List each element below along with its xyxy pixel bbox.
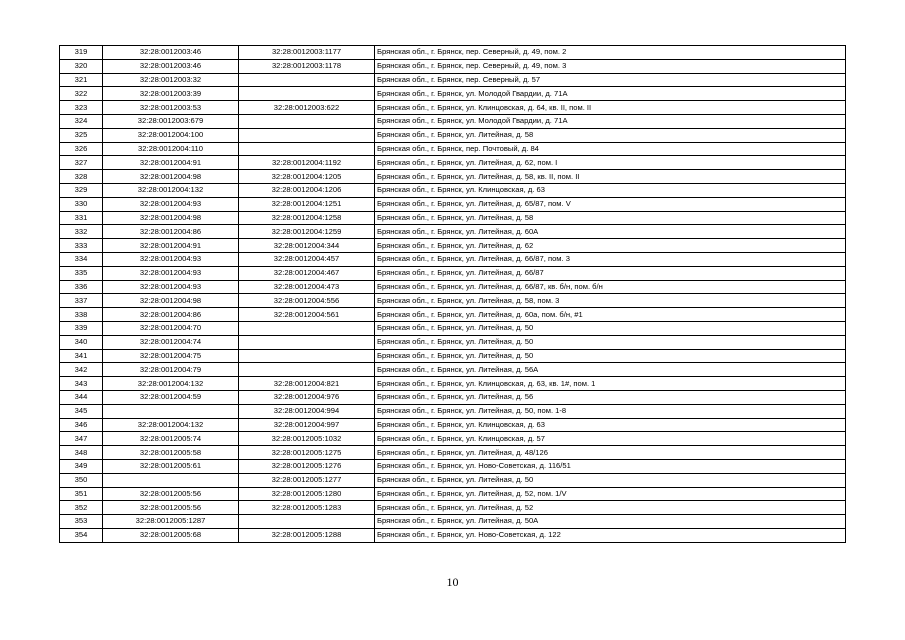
land-cadastral-number-cell: 32:28:0012005:56 bbox=[103, 501, 239, 515]
land-cadastral-number-cell: 32:28:0012005:58 bbox=[103, 446, 239, 460]
table-row bbox=[60, 266, 846, 280]
object-cadastral-number-cell: 32:28:0012004:994 bbox=[239, 404, 375, 418]
row-number-cell: 325 bbox=[60, 128, 103, 142]
object-cadastral-number-cell: 32:28:0012004:457 bbox=[239, 252, 375, 266]
address-cell: Брянская обл., г. Брянск, ул. Ново-Советская, д. 116/51 bbox=[375, 459, 846, 473]
address-cell: Брянская обл., г. Брянск, ул. Литейная, д. 58 bbox=[375, 128, 846, 142]
table-row bbox=[60, 197, 846, 211]
table-row bbox=[60, 321, 846, 335]
table-row bbox=[60, 252, 846, 266]
table-row bbox=[60, 101, 846, 115]
table-row bbox=[60, 73, 846, 87]
table-row bbox=[60, 211, 846, 225]
object-cadastral-number-cell: 32:28:0012004:344 bbox=[239, 239, 375, 253]
object-cadastral-number-cell bbox=[239, 349, 375, 363]
land-cadastral-number-cell: 32:28:0012003:32 bbox=[103, 73, 239, 87]
address-cell: Брянская обл., г. Брянск, ул. Литейная, д. 60А bbox=[375, 225, 846, 239]
land-cadastral-number-cell: 32:28:0012003:679 bbox=[103, 114, 239, 128]
table-row bbox=[60, 432, 846, 446]
row-number-cell: 338 bbox=[60, 308, 103, 322]
table-row bbox=[60, 46, 846, 60]
row-number-cell: 328 bbox=[60, 170, 103, 184]
table-row bbox=[60, 142, 846, 156]
object-cadastral-number-cell: 32:28:0012004:976 bbox=[239, 390, 375, 404]
object-cadastral-number-cell: 32:28:0012003:1178 bbox=[239, 59, 375, 73]
table-row bbox=[60, 349, 846, 363]
address-cell: Брянская обл., г. Брянск, ул. Клинцовская, д. 63 bbox=[375, 183, 846, 197]
object-cadastral-number-cell bbox=[239, 142, 375, 156]
table-row bbox=[60, 308, 846, 322]
row-number-cell: 343 bbox=[60, 377, 103, 391]
land-cadastral-number-cell: 32:28:0012004:74 bbox=[103, 335, 239, 349]
address-cell: Брянская обл., г. Брянск, ул. Литейная, д. 60а, пом. б/н, #1 bbox=[375, 308, 846, 322]
object-cadastral-number-cell: 32:28:0012005:1288 bbox=[239, 528, 375, 542]
address-cell: Брянская обл., г. Брянск, ул. Литейная, д. 50 bbox=[375, 473, 846, 487]
object-cadastral-number-cell: 32:28:0012005:1280 bbox=[239, 487, 375, 501]
row-number-cell: 348 bbox=[60, 446, 103, 460]
row-number-cell: 320 bbox=[60, 59, 103, 73]
address-cell: Брянская обл., г. Брянск, ул. Литейная, д. 58, пом. 3 bbox=[375, 294, 846, 308]
object-cadastral-number-cell: 32:28:0012003:622 bbox=[239, 101, 375, 115]
address-cell: Брянская обл., г. Брянск, ул. Клинцовская, д. 63 bbox=[375, 418, 846, 432]
row-number-cell: 327 bbox=[60, 156, 103, 170]
table-row bbox=[60, 183, 846, 197]
row-number-cell: 340 bbox=[60, 335, 103, 349]
row-number-cell: 336 bbox=[60, 280, 103, 294]
row-number-cell: 342 bbox=[60, 363, 103, 377]
table-row bbox=[60, 128, 846, 142]
object-cadastral-number-cell: 32:28:0012004:1258 bbox=[239, 211, 375, 225]
address-cell: Брянская обл., г. Брянск, ул. Литейная, д. 50 bbox=[375, 335, 846, 349]
row-number-cell: 345 bbox=[60, 404, 103, 418]
land-cadastral-number-cell: 32:28:0012005:74 bbox=[103, 432, 239, 446]
row-number-cell: 334 bbox=[60, 252, 103, 266]
row-number-cell: 322 bbox=[60, 87, 103, 101]
address-cell: Брянская обл., г. Брянск, ул. Литейная, д. 58, кв. II, пом. II bbox=[375, 170, 846, 184]
land-cadastral-number-cell: 32:28:0012005:61 bbox=[103, 459, 239, 473]
object-cadastral-number-cell: 32:28:0012004:821 bbox=[239, 377, 375, 391]
object-cadastral-number-cell: 32:28:0012004:473 bbox=[239, 280, 375, 294]
table-body bbox=[60, 46, 846, 543]
row-number-cell: 353 bbox=[60, 515, 103, 529]
address-cell: Брянская обл., г. Брянск, пер. Северный, д. 49, пом. 3 bbox=[375, 59, 846, 73]
page-number: 10 bbox=[446, 575, 459, 589]
address-cell: Брянская обл., г. Брянск, ул. Литейная, д. 66/87, кв. б/н, пом. б/н bbox=[375, 280, 846, 294]
object-cadastral-number-cell bbox=[239, 363, 375, 377]
address-cell: Брянская обл., г. Брянск, пер. Северный, д. 57 bbox=[375, 73, 846, 87]
object-cadastral-number-cell: 32:28:0012004:997 bbox=[239, 418, 375, 432]
row-number-cell: 332 bbox=[60, 225, 103, 239]
object-cadastral-number-cell: 32:28:0012004:1192 bbox=[239, 156, 375, 170]
land-cadastral-number-cell: 32:28:0012004:132 bbox=[103, 183, 239, 197]
table-row bbox=[60, 418, 846, 432]
address-cell: Брянская обл., г. Брянск, ул. Литейная, д. 50 bbox=[375, 349, 846, 363]
land-cadastral-number-cell: 32:28:0012005:68 bbox=[103, 528, 239, 542]
address-cell: Брянская обл., г. Брянск, ул. Литейная, д. 62 bbox=[375, 239, 846, 253]
land-cadastral-number-cell bbox=[103, 473, 239, 487]
land-cadastral-number-cell: 32:28:0012004:93 bbox=[103, 197, 239, 211]
land-cadastral-number-cell: 32:28:0012003:53 bbox=[103, 101, 239, 115]
row-number-cell: 329 bbox=[60, 183, 103, 197]
object-cadastral-number-cell bbox=[239, 73, 375, 87]
table-row bbox=[60, 404, 846, 418]
land-cadastral-number-cell: 32:28:0012004:110 bbox=[103, 142, 239, 156]
land-cadastral-number-cell: 32:28:0012004:75 bbox=[103, 349, 239, 363]
address-cell: Брянская обл., г. Брянск, ул. Литейная, д. 62, пом. I bbox=[375, 156, 846, 170]
address-cell: Брянская обл., г. Брянск, ул. Клинцовская, д. 64, кв. II, пом. II bbox=[375, 101, 846, 115]
row-number-cell: 319 bbox=[60, 46, 103, 60]
object-cadastral-number-cell: 32:28:0012004:1251 bbox=[239, 197, 375, 211]
object-cadastral-number-cell: 32:28:0012003:1177 bbox=[239, 46, 375, 60]
object-cadastral-number-cell: 32:28:0012005:1275 bbox=[239, 446, 375, 460]
land-cadastral-number-cell: 32:28:0012003:39 bbox=[103, 87, 239, 101]
object-cadastral-number-cell: 32:28:0012005:1032 bbox=[239, 432, 375, 446]
object-cadastral-number-cell: 32:28:0012004:1206 bbox=[239, 183, 375, 197]
address-cell: Брянская обл., г. Брянск, ул. Литейная, д. 52, пом. 1/V bbox=[375, 487, 846, 501]
table-row bbox=[60, 363, 846, 377]
object-cadastral-number-cell bbox=[239, 321, 375, 335]
land-cadastral-number-cell: 32:28:0012004:100 bbox=[103, 128, 239, 142]
address-cell: Брянская обл., г. Брянск, пер. Почтовый, д. 84 bbox=[375, 142, 846, 156]
address-cell: Брянская обл., г. Брянск, ул. Литейная, д. 52 bbox=[375, 501, 846, 515]
land-cadastral-number-cell: 32:28:0012004:91 bbox=[103, 156, 239, 170]
object-cadastral-number-cell: 32:28:0012004:561 bbox=[239, 308, 375, 322]
table-row bbox=[60, 280, 846, 294]
row-number-cell: 335 bbox=[60, 266, 103, 280]
table-row bbox=[60, 487, 846, 501]
row-number-cell: 341 bbox=[60, 349, 103, 363]
land-cadastral-number-cell: 32:28:0012004:59 bbox=[103, 390, 239, 404]
object-cadastral-number-cell: 32:28:0012005:1277 bbox=[239, 473, 375, 487]
object-cadastral-number-cell bbox=[239, 335, 375, 349]
object-cadastral-number-cell: 32:28:0012005:1276 bbox=[239, 459, 375, 473]
address-cell: Брянская обл., г. Брянск, ул. Литейная, д. 56А bbox=[375, 363, 846, 377]
row-number-cell: 331 bbox=[60, 211, 103, 225]
land-cadastral-number-cell: 32:28:0012004:79 bbox=[103, 363, 239, 377]
row-number-cell: 326 bbox=[60, 142, 103, 156]
table-row bbox=[60, 294, 846, 308]
table-row bbox=[60, 528, 846, 542]
address-cell: Брянская обл., г. Брянск, ул. Литейная, д. 50 bbox=[375, 321, 846, 335]
row-number-cell: 351 bbox=[60, 487, 103, 501]
table-row bbox=[60, 515, 846, 529]
object-cadastral-number-cell: 32:28:0012004:556 bbox=[239, 294, 375, 308]
object-cadastral-number-cell: 32:28:0012004:467 bbox=[239, 266, 375, 280]
land-cadastral-number-cell: 32:28:0012003:46 bbox=[103, 59, 239, 73]
row-number-cell: 350 bbox=[60, 473, 103, 487]
row-number-cell: 323 bbox=[60, 101, 103, 115]
row-number-cell: 330 bbox=[60, 197, 103, 211]
row-number-cell: 352 bbox=[60, 501, 103, 515]
land-cadastral-number-cell bbox=[103, 404, 239, 418]
row-number-cell: 347 bbox=[60, 432, 103, 446]
table-row bbox=[60, 377, 846, 391]
table-row bbox=[60, 335, 846, 349]
table-row bbox=[60, 501, 846, 515]
row-number-cell: 354 bbox=[60, 528, 103, 542]
address-cell: Брянская обл., г. Брянск, ул. Клинцовская, д. 57 bbox=[375, 432, 846, 446]
address-cell: Брянская обл., г. Брянск, ул. Литейная, д. 66/87, пом. 3 bbox=[375, 252, 846, 266]
row-number-cell: 339 bbox=[60, 321, 103, 335]
address-cell: Брянская обл., г. Брянск, ул. Литейная, д. 48/126 bbox=[375, 446, 846, 460]
address-cell: Брянская обл., г. Брянск, ул. Литейная, д. 58 bbox=[375, 211, 846, 225]
land-cadastral-number-cell: 32:28:0012004:93 bbox=[103, 266, 239, 280]
object-cadastral-number-cell bbox=[239, 515, 375, 529]
table-row bbox=[60, 156, 846, 170]
table-row bbox=[60, 390, 846, 404]
land-cadastral-number-cell: 32:28:0012003:46 bbox=[103, 46, 239, 60]
address-cell: Брянская обл., г. Брянск, пер. Северный, д. 49, пом. 2 bbox=[375, 46, 846, 60]
table-row bbox=[60, 59, 846, 73]
property-register-table bbox=[59, 45, 846, 543]
table-row bbox=[60, 225, 846, 239]
table-row bbox=[60, 239, 846, 253]
object-cadastral-number-cell: 32:28:0012004:1205 bbox=[239, 170, 375, 184]
land-cadastral-number-cell: 32:28:0012004:132 bbox=[103, 418, 239, 432]
object-cadastral-number-cell: 32:28:0012004:1259 bbox=[239, 225, 375, 239]
land-cadastral-number-cell: 32:28:0012004:91 bbox=[103, 239, 239, 253]
row-number-cell: 344 bbox=[60, 390, 103, 404]
land-cadastral-number-cell: 32:28:0012004:98 bbox=[103, 170, 239, 184]
row-number-cell: 333 bbox=[60, 239, 103, 253]
row-number-cell: 321 bbox=[60, 73, 103, 87]
row-number-cell: 349 bbox=[60, 459, 103, 473]
row-number-cell: 346 bbox=[60, 418, 103, 432]
land-cadastral-number-cell: 32:28:0012004:86 bbox=[103, 225, 239, 239]
land-cadastral-number-cell: 32:28:0012004:98 bbox=[103, 294, 239, 308]
object-cadastral-number-cell bbox=[239, 87, 375, 101]
address-cell: Брянская обл., г. Брянск, ул. Литейная, д. 65/87, пом. V bbox=[375, 197, 846, 211]
land-cadastral-number-cell: 32:28:0012004:70 bbox=[103, 321, 239, 335]
table-row bbox=[60, 114, 846, 128]
address-cell: Брянская обл., г. Брянск, ул. Клинцовская, д. 63, кв. 1#, пом. 1 bbox=[375, 377, 846, 391]
address-cell: Брянская обл., г. Брянск, ул. Молодой Гвардии, д. 71А bbox=[375, 114, 846, 128]
table-row bbox=[60, 459, 846, 473]
address-cell: Брянская обл., г. Брянск, ул. Литейная, д. 56 bbox=[375, 390, 846, 404]
object-cadastral-number-cell: 32:28:0012005:1283 bbox=[239, 501, 375, 515]
land-cadastral-number-cell: 32:28:0012004:86 bbox=[103, 308, 239, 322]
address-cell: Брянская обл., г. Брянск, ул. Ново-Советская, д. 122 bbox=[375, 528, 846, 542]
table-row bbox=[60, 446, 846, 460]
object-cadastral-number-cell bbox=[239, 128, 375, 142]
land-cadastral-number-cell: 32:28:0012005:56 bbox=[103, 487, 239, 501]
land-cadastral-number-cell: 32:28:0012004:132 bbox=[103, 377, 239, 391]
land-cadastral-number-cell: 32:28:0012004:98 bbox=[103, 211, 239, 225]
table-row bbox=[60, 170, 846, 184]
address-cell: Брянская обл., г. Брянск, ул. Молодой Гвардии, д. 71А bbox=[375, 87, 846, 101]
land-cadastral-number-cell: 32:28:0012005:1287 bbox=[103, 515, 239, 529]
row-number-cell: 324 bbox=[60, 114, 103, 128]
address-cell: Брянская обл., г. Брянск, ул. Литейная, д. 50, пом. 1-8 bbox=[375, 404, 846, 418]
row-number-cell: 337 bbox=[60, 294, 103, 308]
land-cadastral-number-cell: 32:28:0012004:93 bbox=[103, 252, 239, 266]
address-cell: Брянская обл., г. Брянск, ул. Литейная, д. 50А bbox=[375, 515, 846, 529]
table-row bbox=[60, 87, 846, 101]
land-cadastral-number-cell: 32:28:0012004:93 bbox=[103, 280, 239, 294]
object-cadastral-number-cell bbox=[239, 114, 375, 128]
address-cell: Брянская обл., г. Брянск, ул. Литейная, д. 66/87 bbox=[375, 266, 846, 280]
table-row bbox=[60, 473, 846, 487]
